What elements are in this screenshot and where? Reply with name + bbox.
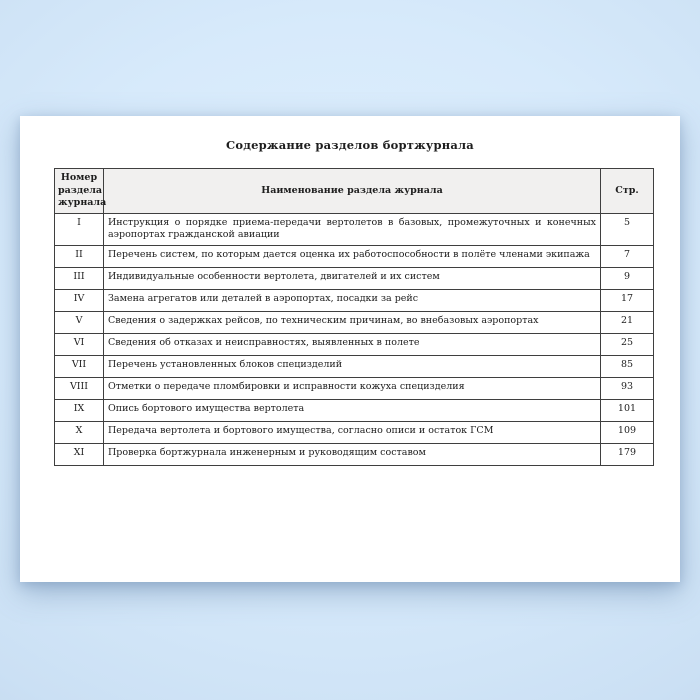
table-row [55, 356, 654, 378]
table-row [55, 334, 654, 356]
section-name: Индивидуальные особенности вертолета, двигателей и их систем [104, 268, 601, 290]
section-name: Перечень установленных блоков специзделий [104, 356, 601, 378]
section-name: Сведения об отказах и неисправностях, выявленных в полете [104, 334, 601, 356]
section-page: 85 [601, 356, 654, 378]
section-name: Замена агрегатов или деталей в аэропортах, посадки за рейс [104, 290, 601, 312]
table-row [55, 444, 654, 466]
section-number: V [55, 312, 104, 334]
table-header-row [55, 169, 654, 214]
section-number: XI [55, 444, 104, 466]
table-row [55, 422, 654, 444]
section-page: 101 [601, 400, 654, 422]
contents-table [54, 168, 654, 466]
section-page: 9 [601, 268, 654, 290]
document-title: Содержание разделов бортжурнала [226, 138, 474, 152]
section-number: IX [55, 400, 104, 422]
column-header-section-name: Наименование раздела журнала [104, 169, 601, 214]
table-row [55, 378, 654, 400]
section-number: III [55, 268, 104, 290]
section-page: 17 [601, 290, 654, 312]
section-number: X [55, 422, 104, 444]
table-row [55, 246, 654, 268]
table-row [55, 312, 654, 334]
section-name: Опись бортового имущества вертолета [104, 400, 601, 422]
column-header-section-number: Номер раздела журнала [55, 169, 104, 214]
table-row [55, 268, 654, 290]
section-name: Перечень систем, по которым дается оценка их работоспособности в полёте членами экипажа [104, 246, 601, 268]
section-name: Сведения о задержках рейсов, по техническим причинам, во внебазовых аэропортах [104, 312, 601, 334]
section-number: VIII [55, 378, 104, 400]
section-number: I [55, 214, 104, 246]
section-page: 21 [601, 312, 654, 334]
section-number: VII [55, 356, 104, 378]
table-row [55, 214, 654, 246]
section-number: VI [55, 334, 104, 356]
section-number: IV [55, 290, 104, 312]
section-page: 5 [601, 214, 654, 246]
section-page: 7 [601, 246, 654, 268]
table-row [55, 290, 654, 312]
section-name: Проверка бортжурнала инженерным и руководящим составом [104, 444, 601, 466]
section-number: II [55, 246, 104, 268]
section-page: 25 [601, 334, 654, 356]
document-page [20, 116, 680, 582]
section-name: Передача вертолета и бортового имущества, согласно описи и остаток ГСМ [104, 422, 601, 444]
section-name: Отметки о передаче пломбировки и исправности кожуха специзделия [104, 378, 601, 400]
column-header-page: Стр. [601, 169, 654, 214]
table-row [55, 400, 654, 422]
section-page: 109 [601, 422, 654, 444]
section-page: 93 [601, 378, 654, 400]
section-name: Инструкция о порядке приема-передачи вертолетов в базовых, промежуточных и конечных аэропортах гражданской авиации [104, 214, 601, 246]
section-page: 179 [601, 444, 654, 466]
